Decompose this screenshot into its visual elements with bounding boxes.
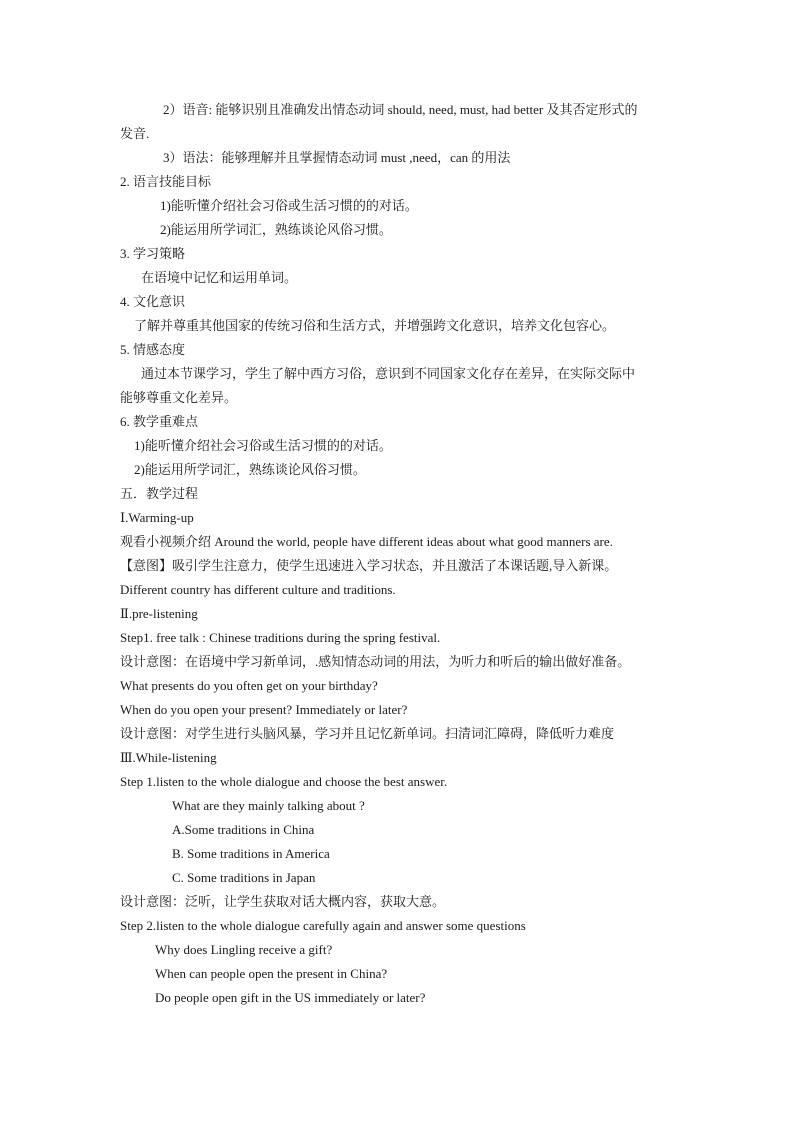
phonetics-objective-cont: 发音. bbox=[120, 126, 150, 141]
paragraph: 观看小视频介绍 Around the world, people have different ideas about what good manners are. bbox=[120, 534, 613, 549]
question: Do people open gift in the US immediately or later? bbox=[155, 990, 426, 1005]
section-heading: 4. 文化意识 bbox=[120, 294, 186, 309]
paragraph: 了解并尊重其他国家的传统习俗和生活方式，并增强跨文化意识，培养文化包容心。 bbox=[134, 318, 616, 333]
question: What presents do you often get on your birthday? bbox=[120, 678, 378, 693]
question: When can people open the present in China? bbox=[155, 966, 388, 981]
list-item: 1)能听懂介绍社会习俗或生活习惯的的对话。 bbox=[160, 198, 418, 213]
design-intent: 设计意图：泛听，让学生获取对话大概内容，获取大意。 bbox=[120, 894, 446, 909]
step-text: Step 1.listen to the whole dialogue and choose the best answer. bbox=[120, 774, 448, 789]
step-text: Step1. free talk : Chinese traditions during the spring festival. bbox=[120, 630, 441, 645]
section-heading: 3. 学习策略 bbox=[120, 246, 186, 261]
section-heading: 五．教学过程 bbox=[120, 486, 199, 501]
paragraph-cont: 能够尊重文化差异。 bbox=[120, 390, 238, 405]
answer-option: C. Some traditions in Japan bbox=[172, 870, 316, 885]
list-item: 1)能听懂介绍社会习俗或生活习惯的的对话。 bbox=[134, 438, 392, 453]
question: When do you open your present? Immediately or later? bbox=[120, 702, 408, 717]
question: What are they mainly talking about ? bbox=[172, 798, 365, 813]
section-heading: 5. 情感态度 bbox=[120, 342, 186, 357]
paragraph: 【意图】吸引学生注意力，使学生迅速进入学习状态，并且激活了本课话题,导入新课。 bbox=[120, 558, 618, 573]
stage-heading: Ⅱ.pre-listening bbox=[120, 606, 198, 621]
phonetics-objective: 2）语音: 能够识别且准确发出情态动词 should, need, must, had better 及其否定形式的 bbox=[163, 102, 638, 117]
paragraph: Different country has different culture and traditions. bbox=[120, 582, 396, 597]
list-item: 2)能运用所学词汇，熟练谈论风俗习惯。 bbox=[160, 222, 392, 237]
section-heading: 2. 语言技能目标 bbox=[120, 174, 212, 189]
grammar-objective: 3）语法：能够理解并且掌握情态动词 must ,need，can 的用法 bbox=[163, 150, 511, 165]
question: Why does Lingling receive a gift? bbox=[155, 942, 333, 957]
stage-heading: Ⅲ.While-listening bbox=[120, 750, 217, 765]
answer-option: B. Some traditions in America bbox=[172, 846, 330, 861]
list-item: 2)能运用所学词汇，熟练谈论风俗习惯。 bbox=[134, 462, 366, 477]
design-intent: 设计意图：在语境中学习新单词，.感知情态动词的用法，为听力和听后的输出做好准备。 bbox=[120, 654, 631, 669]
paragraph: 在语境中记忆和运用单词。 bbox=[141, 270, 298, 285]
section-heading: 6. 教学重难点 bbox=[120, 414, 199, 429]
answer-option: A.Some traditions in China bbox=[172, 822, 315, 837]
step-text: Step 2.listen to the whole dialogue carefully again and answer some questions bbox=[120, 918, 526, 933]
paragraph: 通过本节课学习，学生了解中西方习俗，意识到不同国家文化存在差异，在实际交际中 bbox=[141, 366, 636, 381]
stage-heading: Ⅰ.Warming-up bbox=[120, 510, 194, 525]
design-intent: 设计意图：对学生进行头脑风暴，学习并且记忆新单词。扫清词汇障碍，降低听力难度 bbox=[120, 726, 615, 741]
